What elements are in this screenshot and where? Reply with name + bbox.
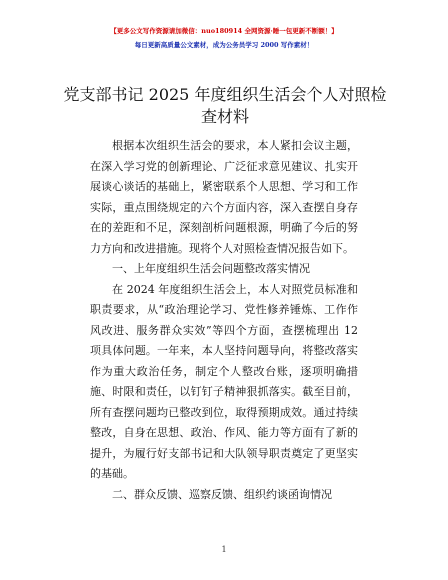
page-number: 1 bbox=[221, 545, 227, 554]
section-heading-2: 二、群众反馈、巡察反馈、组织约谈函询情况 bbox=[112, 487, 332, 501]
promo-banner-line-1: 【更多公文写作资源请加微信：nuo180914 全网资源·睡一包更新不断额！】 bbox=[110, 27, 338, 35]
section-heading-1: 一、上年度组织生活会问题整改落实情况 bbox=[112, 262, 310, 275]
promo-banner-line-2: 每日更新高质量公文素材，成为公务员学习 2000 写作素材！ bbox=[134, 41, 314, 49]
document-body bbox=[90, 136, 358, 505]
document-title: 党支部书记 2025 年度组织生活会个人对照检查材料 bbox=[63, 85, 387, 126]
intro-paragraph: 根据本次组织生活会的要求，本人紧扣会议主题，在深入学习党的创新理论、广泛征求意见建议、扎实开展谈心谈话的基础上，紧密联系个人思想、学习和工作实际，重点围绕规定的六个方面内容，深入查摆自身存在的差距和不足，深刻剖析问题根源，明确了今后的努力方向和改进措施。现将个人对照检查情况报告如下。 bbox=[90, 139, 358, 255]
section-1-paragraph: 在 2024 年度组织生活会上，本人对照党员标准和职责要求，从“政治理论学习、党性修养锤炼、工作作风改进、服务群众实效”等四个方面，查摆梳理出 12 项具体问题。一年来，本人坚持问题导向，将整改落实作为重大政治任务，制定个人整改台账，逐项明确措施、时限和责任，以钉钉子精神狠抓落实。截至目前，所有查摆问题均已整改到位，取得预期成效。通过持续整改，自身在思想、政治、作风、能力等方面有了新的提升，为履行好支部书记和大队领导职责奠定了更坚实的基础。 bbox=[90, 282, 358, 480]
